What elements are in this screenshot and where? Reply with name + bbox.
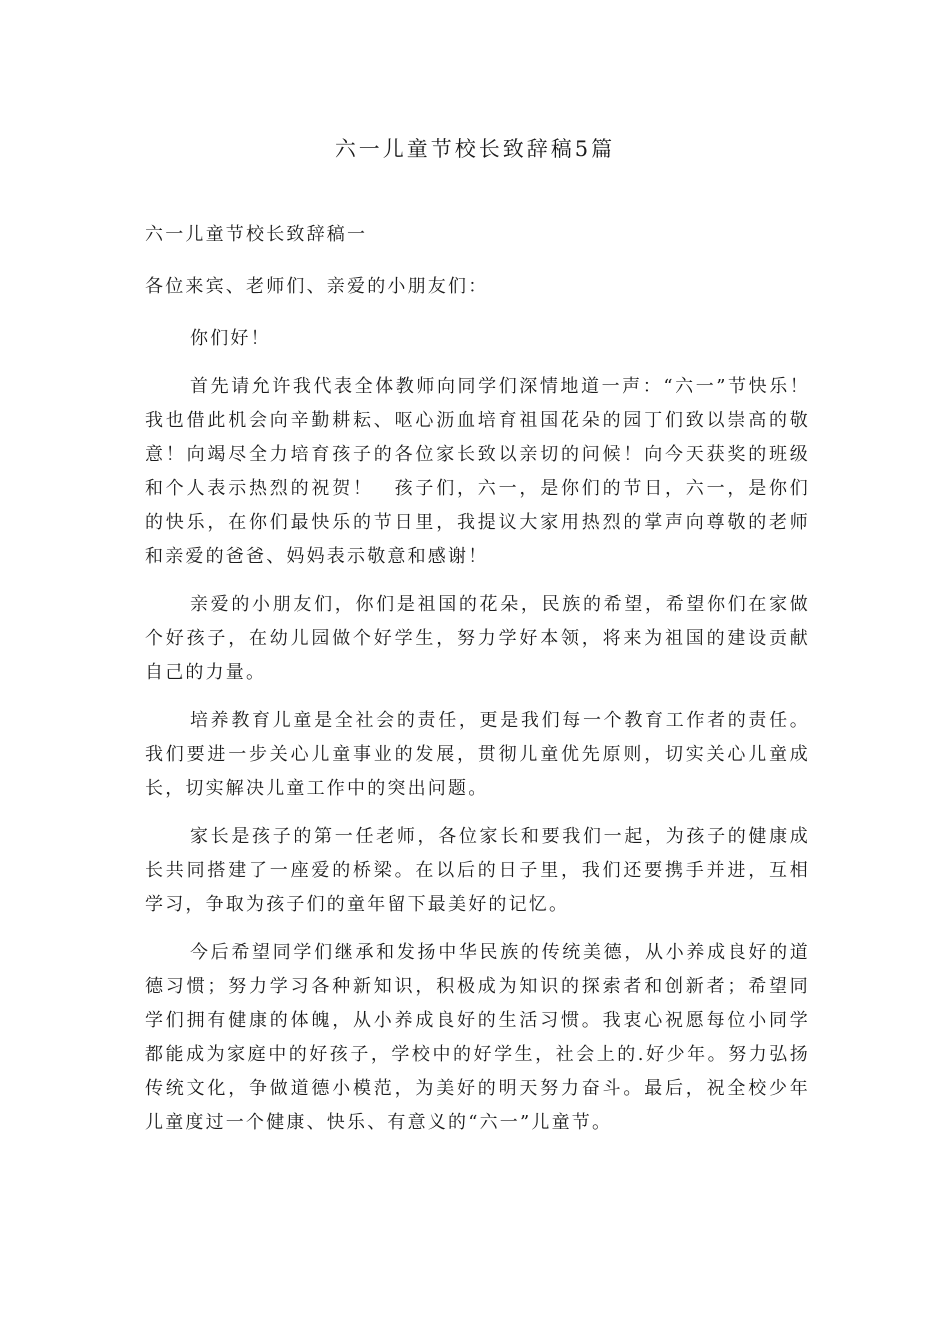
greeting: 你们好！ xyxy=(190,328,271,349)
paragraph-5: 今后希望同学们继承和发扬中华民族的传统美德，从小养成良好的道德习惯；努力学习各种新知识，积极成为知识的探索者和创新者；希望同学们拥有健康的体魄，从小养成良好的生活习惯。我衷心祝愿每位小同学都能成为家庭中的好孩子，学校中的好学生，社会上的.好少年。努力弘扬传统文化，争做道德小模范，为美好的明天努力奋斗。最后，祝全校少年儿童度过一个健康、快乐、有意义的“六一”儿童节。 xyxy=(145,942,810,1133)
document-title: 六一儿童节校长致辞稿5篇 xyxy=(334,137,616,161)
paragraph-4: 家长是孩子的第一任老师，各位家长和要我们一起，为孩子的健康成长共同搭建了一座爱的桥梁。在以后的日子里，我们还要携手并进，互相学习，争取为孩子们的童年留下最美好的记忆。 xyxy=(145,826,810,915)
paragraph-3: 培养教育儿童是全社会的责任，更是我们每一个教育工作者的责任。我们要进一步关心儿童事业的发展，贯彻儿童优先原则，切实关心儿童成长，切实解决儿童工作中的突出问题。 xyxy=(145,710,810,799)
paragraph-1: 首先请允许我代表全体教师向同学们深情地道一声：“六一”节快乐！我也借此机会向辛勤耕耘、呕心沥血培育祖国花朵的园丁们致以崇高的敬意！向竭尽全力培育孩子的各位家长致以亲切的问候！向今天获奖的班级和个人表示热烈的祝贺！ 孩子们，六一，是你们的节日，六一，是你们的快乐，在你们最快乐的节日里，我提议大家用热烈的掌声向尊敬的老师和亲爱的爸爸、妈妈表示敬意和感谢！ xyxy=(145,376,810,567)
salutation: 各位来宾、老师们、亲爱的小朋友们： xyxy=(145,276,489,297)
section-title: 六一儿童节校长致辞稿一 xyxy=(145,224,368,245)
document-body xyxy=(145,218,810,1154)
paragraph-2: 亲爱的小朋友们，你们是祖国的花朵，民族的希望，希望你们在家做个好孩子，在幼儿园做个好学生，努力学好本领，将来为祖国的建设贡献自己的力量。 xyxy=(145,594,810,683)
